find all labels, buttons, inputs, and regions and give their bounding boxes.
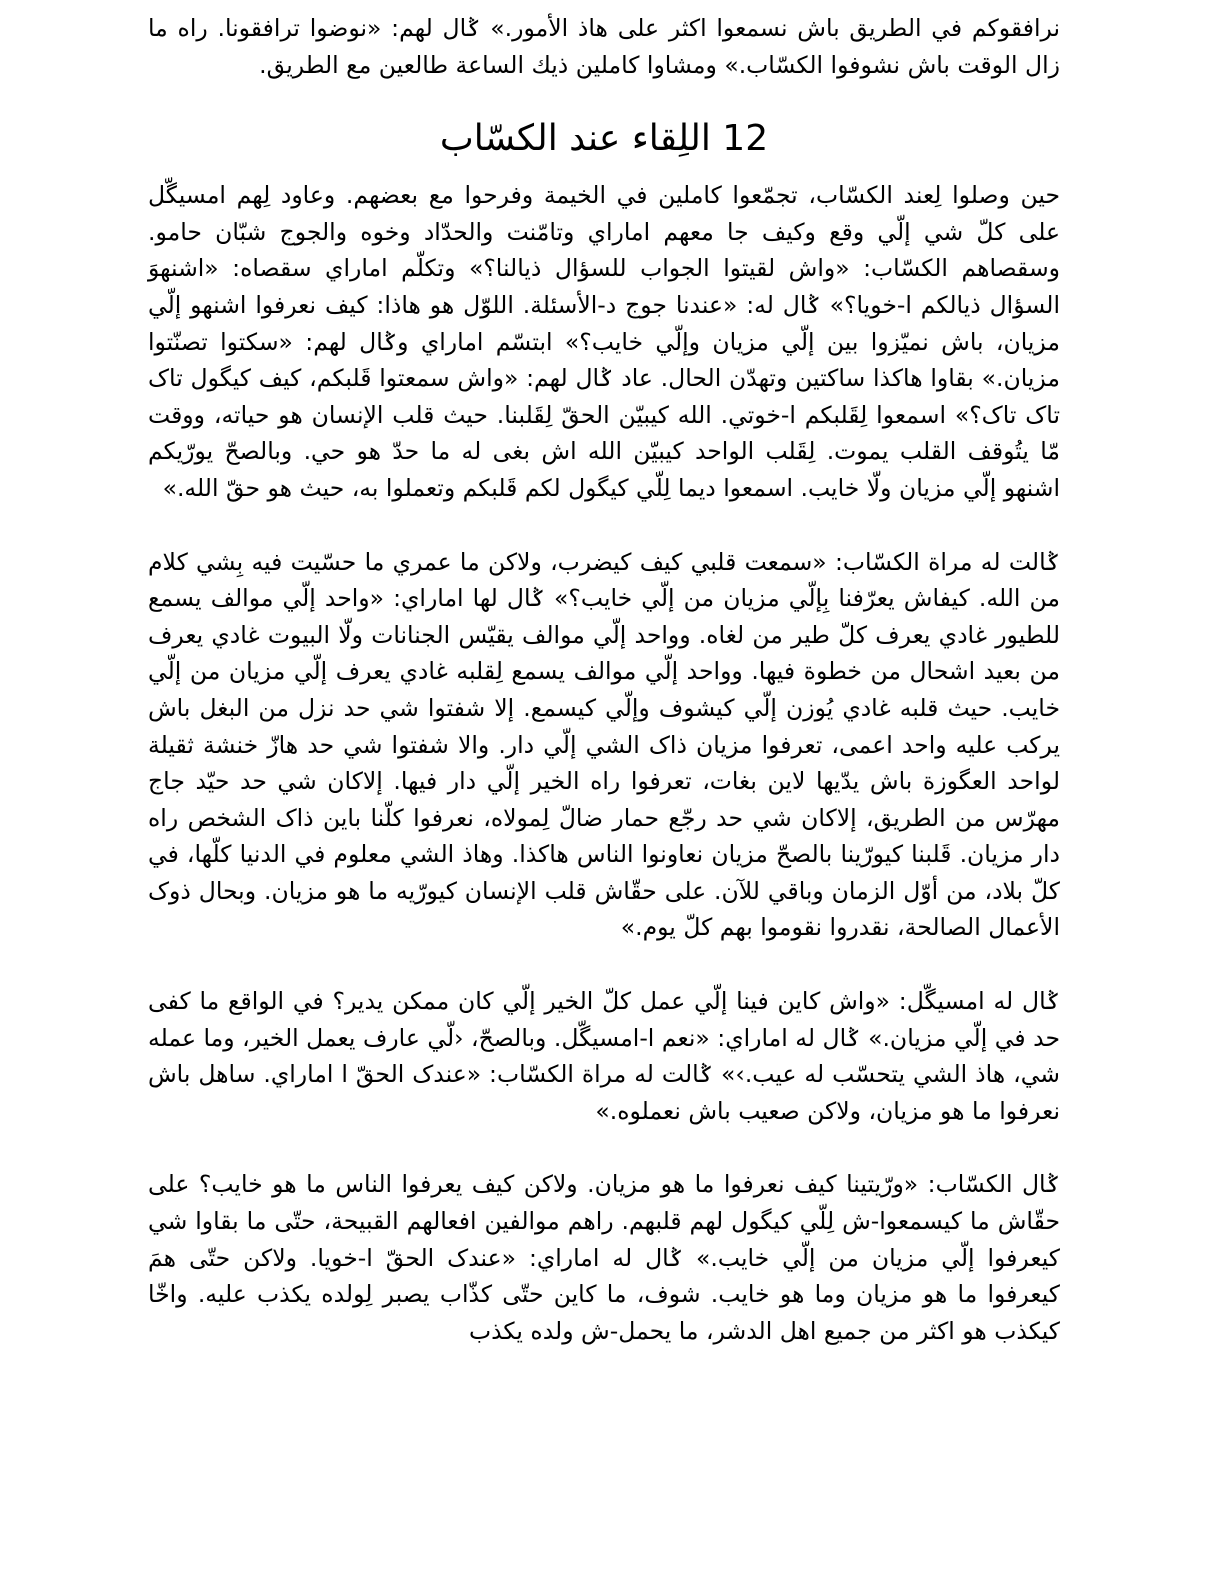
- chapter-title: 12 اللِقاء عند الكسّاب: [439, 118, 769, 160]
- body-paragraph-2: ݣالت له مراة الكسّاب: «سمعت قلبي كيف كيضرب، ولاكن ما عمري ما حسّيت فيه بِشي كلام من الله. كيفاش يعرّفنا بِإلّي مزيان من إلّي خايب؟» ݣال لها اماراي: «واحد إلّي موالف يسمع للطيور غادي يعرف كلّ طير من لغاه. وواحد إلّي موالف يقيّس الجنانات ولّا البيوت غادي يعرف من بعيد اشحال من خطوة فيها. وواحد إلّي موالف يسمع لِقلبه غادي يعرف إلّي مزيان من إلّي خايب. حيث قلبه غادي يُوزن إلّي كيشوف وإلّي كيسمع. إلا شفتوا شي حد نزل من البغل باش يركب عليه واحد اعمى، تعرفوا مزيان ذاک الشي إلّي دار. والا شفتوا شي حد هازّ خنشة ثقيلة لواحد العگوزة باش يدّيها لاين بغات، تعرفوا راه الخير إلّي دار فيها. إلاكان شي حد حيّد جاج مهرّس من الطريق، إلاكان شي حد رجّع حمار ضالّ لِمولاه، نعرفوا كلّنا باين ذاک الشخص راه دار مزيان. قَلبنا كيورّينا بالصحّ مزيان نعاونوا الناس هاكذا. وهاذ الشي معلوم في الدنيا كلّها، في كلّ بلاد، من أوّل الزمان وباقي للآن. على حقّاش قلب الإنسان كيورّيه ما هو مزيان. وبحال ذوک الأعمال الصالحة، نقدروا نقوموا بهم كلّ يوم.»: [148, 547, 1060, 942]
- body-paragraph-3: ݣال له امسيگّل: «واش كاين فينا إلّي عمل كلّ الخير إلّي كان ممكن يدير؟ في الواقع ما كفى حد في إلّي مزيان.» ݣال له اماراي: «نعم ا-امسيگّل. وبالصحّ، ‹لّي عارف يعمل الخير، وما عمله شي، هاذ الشي يتحسّب له عيب.›» ݣالت له مراة الكسّاب: «عندک الحقّ ا اماراي. ساهل باش نعرفوا ما هو مزيان، ولاكن صعيب باش نعملوه.»: [148, 987, 1060, 1125]
- document-page: [148, 10, 1060, 1349]
- body-paragraph-4: ݣال الكسّاب: «ورّيتينا كيف نعرفوا ما هو مزيان. ولاكن كيف يعرفوا الناس ما هو خايب؟ على حقّاش ما كيسمعوا-ش لِلّي كيگول لهم قلبهم. راهم موالفين افعالهم القبيحة، حتّى ما بقاوا شي كيعرفوا إلّي مزيان من إلّي خايب.» ݣال له اماراي: «عندک الحقّ ا-خويا. ولاكن حتّى همَ كيعرفوا ما هو مزيان وما هو خايب. شوف، ما كاين حتّى كذّاب يصبر لِولده يكذب عليه. واخّا كيكذب هو اكثر من جميع اهل الدشر، ما يحمل-ش ولده يكذب: [148, 1170, 1060, 1345]
- opening-paragraph: نرافقوكم في الطريق باش نسمعوا اكثر على هاذ الأمور.» ݣال لهم: «نوضوا ترافقونا. راه ما زال الوقت باش نشوفوا الكسّاب.» ومشاوا كاملين ذيك الساعة طالعين مع الطريق.: [148, 14, 1060, 79]
- body-paragraph-1: حين وصلوا لِعند الكسّاب، تجمّعوا كاملين في الخيمة وفرحوا مع بعضهم. وعاود لِهم امسيگّل على كلّ شي إلّي وقع وكيف جا معهم اماراي وتامّنت والحدّاد وخوه والجوج شبّان حامو. وسقصاهم الكسّاب: «واش لقيتوا الجواب للسؤال ذيالنا؟» وتكلّم اماراي سقصاه: «اشنهوَ السؤال ذيالكم ا-خويا؟» ݣال له: «عندنا جوج د-الأسئلة. اللوّل هو هاذا: كيف نعرفوا اشنهو إلّي مزيان، باش نميّزوا بين إلّي مزيان وإلّي خايب؟» ابتسّم اماراي وݣال لهم: «سكتوا تصنّتوا مزيان.» بقاوا هاكذا ساكتين وتهدّن الحال. عاد ݣال لهم: «واش سمعتوا قَلبكم، كيف كيگول تاک تاک تاک؟» اسمعوا لِقَلبكم ا-خوتي. الله كيبيّن الحقّ لِقَلبنا. حيث قلب الإنسان هو حياته، ووقت مّا يتُوقف القلب يموت. لِقَلب الواحد كيبيّن الله اش بغى له ما حدّ هو حي. وبالصحّ يورّيكم اشنهو إلّي مزيان ولّا خايب. اسمعوا ديما لِلّي كيگول لكم قَلبكم وتعملوا به، حيث هو حقّ الله.»: [148, 181, 1060, 502]
